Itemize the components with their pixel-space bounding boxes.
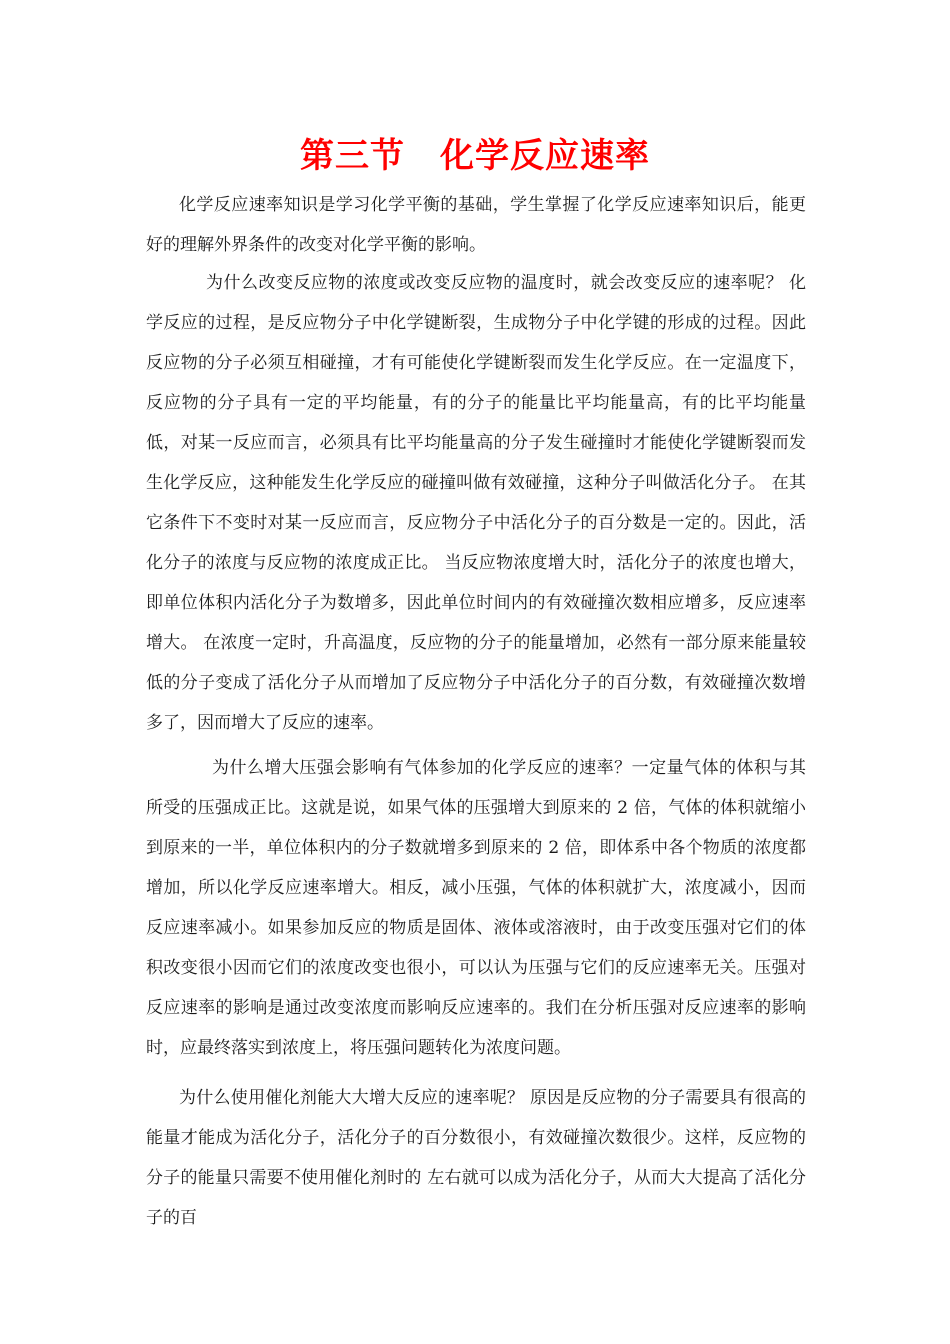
paragraph-catalyst: 为什么使用催化剂能大大增大反应的速率呢？ 原因是反应物的分子需要具有很高的能量才能成为活化分子，活化分子的百分数很小，有效碰撞次数很少。这样，反应物的分子的能量只需要不使用催化剂时的 左右就可以成为活化分子，从而大大提高了活化分子的百	[146, 1088, 806, 1228]
paragraph-pressure: 为什么增大压强会影响有气体参加的化学反应的速率？一定量气体的体积与其所受的压强成正比。这就是说，如果气体的压强增大到原来的 2 倍，气体的体积就缩小到原来的一半，单位体积内的分子数就增多到原来的 2 倍，即体系中各个物质的浓度都增加，所以化学反应速率增大。相反，减小压强，气体的体积就扩大，浓度减小，因而反应速率减小。如果参加反应的物质是固体、液体或溶液时，由于改变压强对它们的体积改变很小因而它们的浓度改变也很小，可以认为压强与它们的反应速率无关。压强对反应速率的影响是通过改变浓度而影响反应速率的。我们在分析压强对反应速率的影响时，应最终落实到浓度上，将压强问题转化为浓度问题。	[146, 758, 806, 1058]
page-title: 第三节 化学反应速率	[300, 136, 650, 176]
paragraph-concentration-temperature: 为什么改变反应物的浓度或改变反应物的温度时，就会改变反应的速率呢？ 化学反应的过程，是反应物分子中化学键断裂，生成物分子中化学键的形成的过程。因此反应物的分子必须互相碰撞，才有可能使化学键断裂而发生化学反应。在一定温度下，反应物的分子具有一定的平均能量，有的分子的能量比平均能量高，有的比平均能量低，对某一反应而言，必须具有比平均能量高的分子发生碰撞时才能使化学键断裂而发生化学反应，这种能发生化学反应的碰撞叫做有效碰撞，这种分子叫做活化分子。 在其它条件下不变时对某一反应而言，反应物分子中活化分子的百分数是一定的。因此，活化分子的浓度与反应物的浓度成正比。 当反应物浓度增大时，活化分子的浓度也增大，即单位体积内活化分子为数增多，因此单位时间内的有效碰撞次数相应增多，反应速率增大。 在浓度一定时，升高温度，反应物的分子的能量增加，必然有一部分原来能量较低的分子变成了活化分子从而增加了反应物分子中活化分子的百分数，有效碰撞次数增多了，因而增大了反应的速率。	[146, 273, 806, 733]
paragraph-intro: 化学反应速率知识是学习化学平衡的基础，学生掌握了化学反应速率知识后，能更好的理解外界条件的改变对化学平衡的影响。	[146, 195, 806, 255]
